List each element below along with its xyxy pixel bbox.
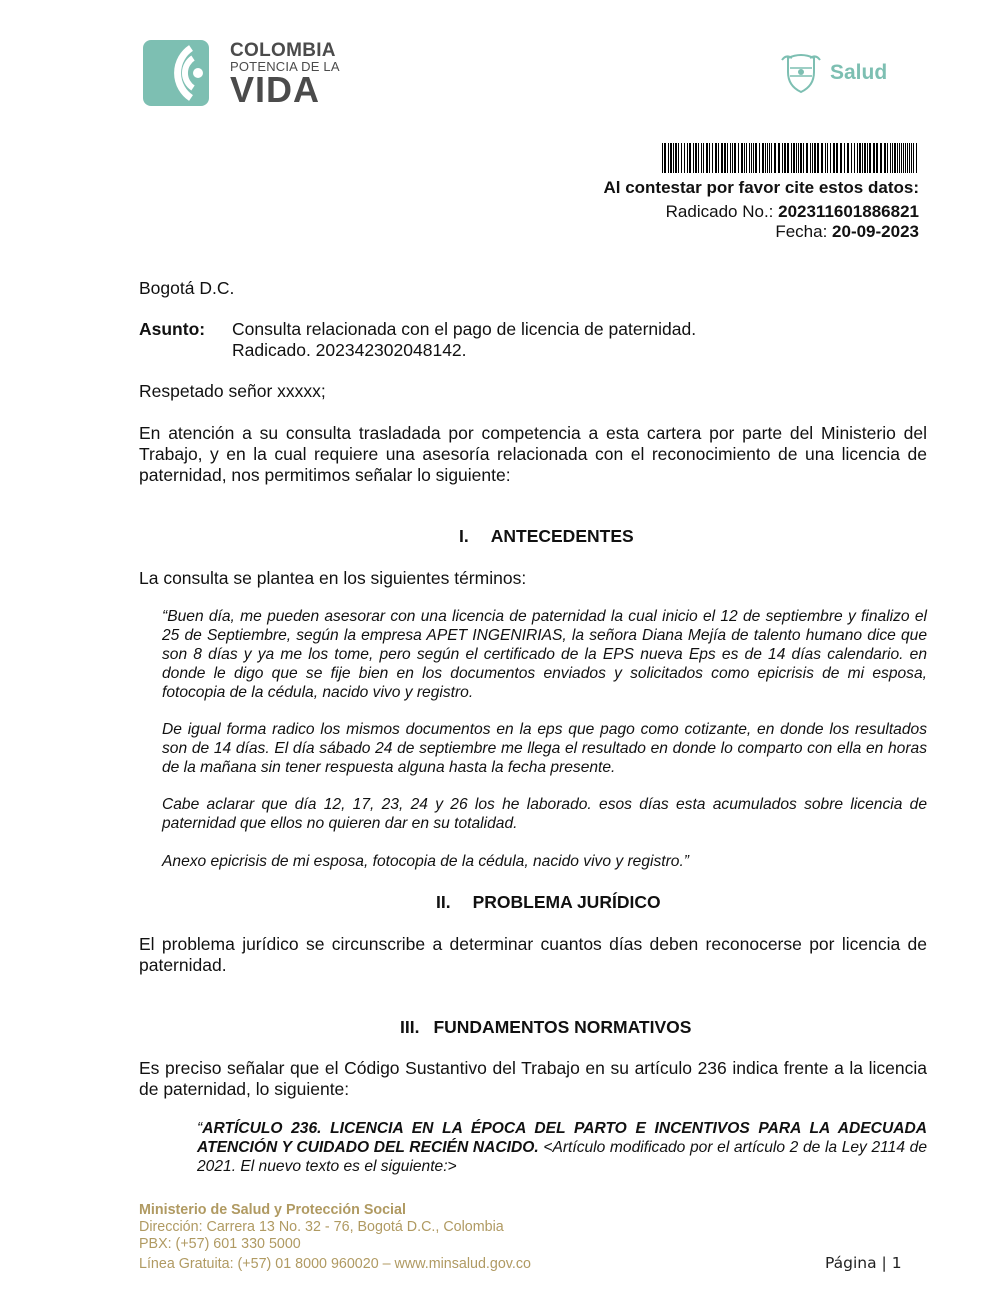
section2-paragraph: El problema jurídico se circunscribe a determinar cuantos días deben reconocerse por licencia de paternidad. <box>139 934 927 975</box>
article-title: ARTÍCULO 236. LICENCIA EN LA ÉPOCA DEL PARTO E INCENTIVOS PARA LA ADECUADA ATENCIÓN Y CUIDADO DEL RECIÉN NACIDO. <box>197 1120 927 1156</box>
footer-organization: Ministerio de Salud y Protección Social <box>139 1202 406 1218</box>
quote-paragraph-1: “Buen día, me pueden asesorar con una licencia de paternidad la cual inicio el 12 de septiembre y finalizo el 25 de Septiembre, según la empresa APET INGENIRIAS, la señora Diana Mejía de talento humano dice que son 8 días y ya me los tome, pero según el certificado de la EPS nueva Eps es de 14 días calendario. en donde le digo que se fije bien en los documentos enviados y solicitados como epicrisis de mi esposa, fotocopia de la cédula, nacido vivo y registro. <box>162 608 927 701</box>
quote-paragraph-3: Cabe aclarar que día 12, 17, 23, 24 y 26 los he laborado. esos días esta acumulados sobre licencia de paternidad que ellos no quieren dar en su totalidad. <box>162 796 927 832</box>
colombia-potencia-de-la-vida-logo <box>143 40 343 110</box>
asunto-label: Asunto: <box>139 319 206 339</box>
section-title: PROBLEMA JURÍDICO <box>472 892 661 912</box>
article-open-quote: “ <box>197 1120 203 1137</box>
section-number: I. <box>459 526 469 546</box>
fecha-line <box>775 222 919 242</box>
salud-logo <box>778 50 898 100</box>
asunto-line-1: Consulta relacionada con el pago de licencia de paternidad. <box>232 319 697 339</box>
fecha-value: 20-09-2023 <box>832 222 919 241</box>
asunto-line-2: Radicado. 202342302048142. <box>232 340 467 360</box>
barcode-icon <box>662 143 920 173</box>
footer-pbx: PBX: (+57) 601 330 5000 <box>139 1236 301 1252</box>
article-236-quote <box>197 1119 927 1176</box>
quote-paragraph-2: De igual forma radico los mismos documentos en la eps que pago como cotizante, en donde los resultados son de 14 días. El día sábado 24 de septiembre me llega el resultado en donde lo comparto con ella en horas de la mañana sin tener respuesta alguna hasta la fecha presente. <box>162 721 927 776</box>
section-number: II. <box>436 892 451 912</box>
section-title: ANTECEDENTES <box>490 526 634 546</box>
footer-toll-free-line: Línea Gratuita: (+57) 01 8000 960020 – www.minsalud.gov.co <box>139 1256 531 1272</box>
colombia-logo-icon <box>143 40 215 108</box>
section-heading-fundamentos-normativos <box>400 1017 691 1038</box>
intro-paragraph: En atención a su consulta trasladada por competencia a esta cartera por parte del Ministerio del Trabajo, y en la cual requiere una asesoría relacionada con el reconocimiento de una licencia de paternidad, nos permitimos señalar lo siguiente: <box>139 423 927 485</box>
section1-intro: La consulta se plantea en los siguientes términos: <box>139 568 527 588</box>
section-heading-antecedentes <box>459 526 634 547</box>
fecha-label: Fecha: <box>775 222 833 241</box>
radicado-value: 202311601886821 <box>778 202 919 221</box>
brand-line-2: POTENCIA DE LA <box>230 59 340 74</box>
section-heading-problema-juridico <box>436 892 661 913</box>
greeting: Respetado señor xxxxx; <box>139 381 326 401</box>
article-note: <Artículo modificado por el artículo 2 de la Ley 2114 de 2021. El nuevo texto es el siguiente:> <box>197 1139 927 1175</box>
section-number: III. <box>400 1017 420 1037</box>
footer-address: Dirección: Carrera 13 No. 32 - 76, Bogotá D.C., Colombia <box>139 1219 504 1235</box>
quote-paragraph-4: Anexo epicrisis de mi esposa, fotocopia de la cédula, nacido vivo y registro.” <box>162 853 689 870</box>
cite-header: Al contestar por favor cite estos datos: <box>603 178 919 197</box>
brand-line-1: COLOMBIA <box>230 40 336 61</box>
coat-of-arms-icon <box>778 50 824 96</box>
section3-paragraph: Es preciso señalar que el Código Sustantivo del Trabajo en su artículo 236 indica frente a la licencia de paternidad, lo siguiente: <box>139 1058 927 1099</box>
brand-line-3: VIDA <box>230 69 321 110</box>
salud-label: Salud <box>830 61 888 84</box>
page-number: Página | 1 <box>825 1254 902 1272</box>
asunto-text <box>232 319 696 361</box>
radicado-label: Radicado No.: <box>665 202 779 221</box>
section-title: FUNDAMENTOS NORMATIVOS <box>433 1017 692 1037</box>
radicado-line <box>666 202 919 222</box>
city-line: Bogotá D.C. <box>139 278 235 298</box>
